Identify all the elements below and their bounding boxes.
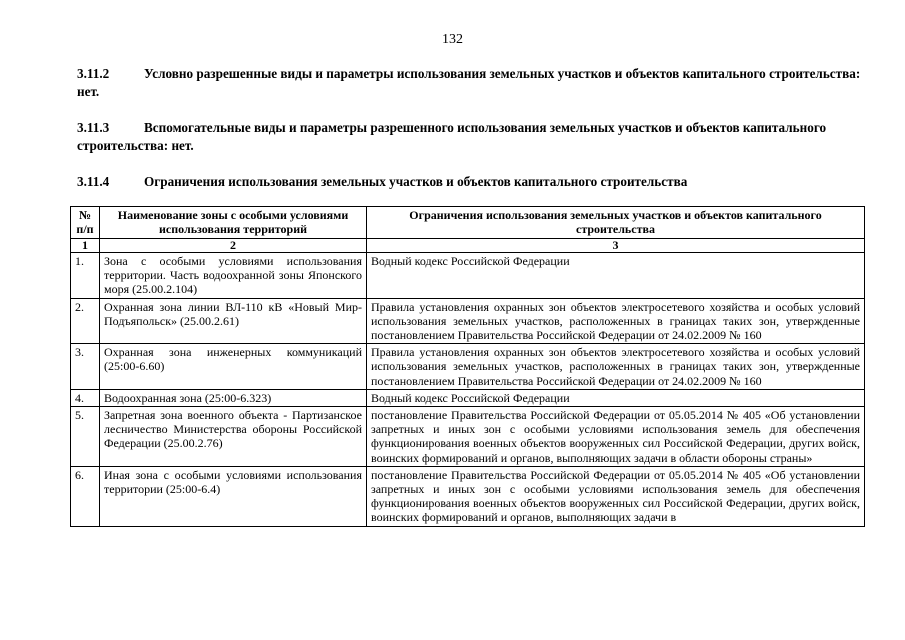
row-number: 1.	[71, 253, 100, 299]
section-heading: Вспомогательные виды и параметры разрешенного использования земельных участков и объектов капитального строительства: нет.	[77, 120, 827, 153]
page-number: 132	[442, 32, 463, 47]
column-number: 3	[367, 239, 865, 253]
column-number: 2	[100, 239, 367, 253]
zone-name: Водоохранная зона (25:00-6.323)	[100, 389, 367, 406]
table-row	[71, 466, 865, 526]
zone-name: Иная зона с особыми условиями использования территории (25:00-6.4)	[100, 466, 367, 526]
table-column-numbers-row	[71, 239, 865, 253]
table-row	[71, 407, 865, 467]
section-3-11-3	[77, 119, 867, 155]
table-header-row	[71, 207, 865, 239]
restriction-text: Водный кодекс Российской Федерации	[367, 389, 865, 406]
zone-name: Запретная зона военного объекта - Партизанское лесничество Министерства обороны Российской Федерации (25.00.2.76)	[100, 407, 367, 467]
restrictions-table	[70, 206, 865, 527]
section-3-11-4	[77, 173, 867, 191]
restriction-text: постановление Правительства Российской Федерации от 05.05.2014 № 405 «Об установлении запретных и иных зон с особыми условиями использования земель для обеспечения функционирования военных объектов вооруженных сил Российской Федерации, других войск, воинских формирований и органов, выполняющих задачи в	[367, 466, 865, 526]
restriction-text: постановление Правительства Российской Федерации от 05.05.2014 № 405 «Об установлении запретных и иных зон с особыми условиями использования земель для обеспечения функционирования военных объектов вооруженных сил Российской Федерации, других войск, воинских формирований и органов, выполняющих задачи в области обороны страны»	[367, 407, 865, 467]
section-number: 3.11.2	[77, 66, 110, 81]
header-number: № п/п	[71, 207, 100, 239]
row-number: 3.	[71, 344, 100, 390]
restriction-text: Правила установления охранных зон объектов электросетевого хозяйства и особых условий использования земельных участков, расположенных в границах таких зон, утвержденные постановлением Правительства Российской Федерации от 24.02.2009 № 160	[367, 298, 865, 344]
table-row	[71, 298, 865, 344]
zone-name: Охранная зона инженерных коммуникаций (25:00-6.60)	[100, 344, 367, 390]
section-heading: Ограничения использования земельных участков и объектов капитального строительства	[144, 174, 688, 189]
table-row	[71, 344, 865, 390]
row-number: 4.	[71, 389, 100, 406]
table-row	[71, 389, 865, 406]
row-number: 5.	[71, 407, 100, 467]
section-number: 3.11.4	[77, 174, 110, 189]
row-number: 2.	[71, 298, 100, 344]
section-heading: Условно разрешенные виды и параметры использования земельных участков и объектов капитального строительства: нет.	[77, 66, 861, 99]
restriction-text: Водный кодекс Российской Федерации	[367, 253, 865, 299]
row-number: 6.	[71, 466, 100, 526]
zone-name: Охранная зона линии ВЛ-110 кВ «Новый Мир-Подъяпольск» (25.00.2.61)	[100, 298, 367, 344]
zone-name: Зона с особыми условиями использования территории. Часть водоохранной зоны Японского моря (25.00.2.104)	[100, 253, 367, 299]
section-number: 3.11.3	[77, 120, 110, 135]
column-number: 1	[71, 239, 100, 253]
table-row	[71, 253, 865, 299]
header-zone: Наименование зоны с особыми условиями использования территорий	[100, 207, 367, 239]
restriction-text: Правила установления охранных зон объектов электросетевого хозяйства и особых условий использования земельных участков, расположенных в границах таких зон, утвержденные постановлением Правительства Российской Федерации от 24.02.2009 № 160	[367, 344, 865, 390]
section-3-11-2	[77, 65, 867, 101]
header-restrictions: Ограничения использования земельных участков и объектов капитального строительства	[367, 207, 865, 239]
